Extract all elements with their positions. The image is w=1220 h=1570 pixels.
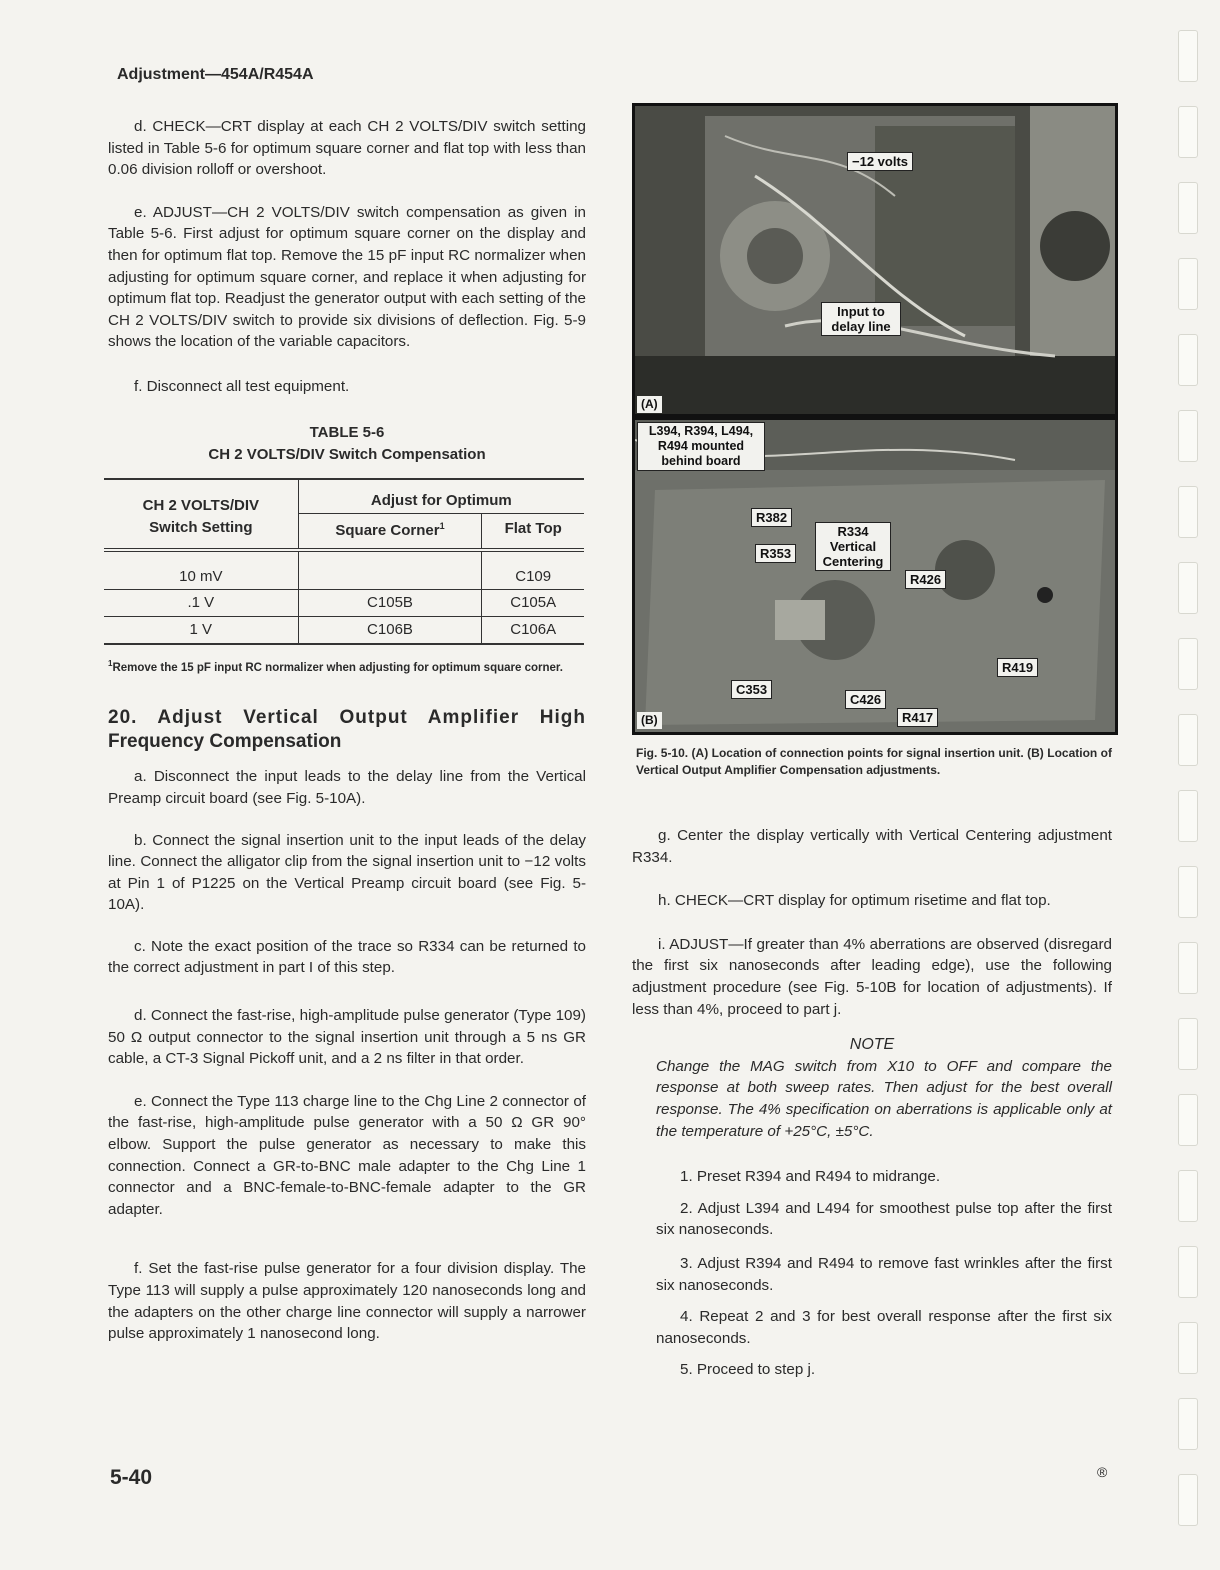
label-r334-vertical-centering: R334 Vertical Centering	[815, 522, 891, 571]
edge-tab	[1178, 1474, 1198, 1526]
step-g: g. Center the display vertically with Vertical Centering adjustment R334.	[632, 827, 1112, 866]
label-c353: C353	[731, 680, 772, 699]
table-subtitle: CH 2 VOLTS/DIV Switch Compensation	[208, 445, 486, 463]
edge-tab	[1178, 1170, 1198, 1222]
edge-tab	[1178, 562, 1198, 614]
cell-setting: .1 V	[104, 590, 298, 617]
edge-tab	[1178, 486, 1198, 538]
page-number: 5-40	[110, 1466, 153, 1489]
edge-tab	[1178, 790, 1198, 842]
compensation-table	[104, 478, 584, 645]
table-row	[104, 616, 584, 643]
header-switch-setting	[104, 479, 298, 550]
edge-tab	[1178, 106, 1198, 158]
step-e: e. ADJUST—CH 2 VOLTS/DIV switch compensation as given in Table 5-6. First adjust for optimum square corner on the display and then for optimum flat top. Remove the 15 pF input RC normalizer when adjusting for optimum square corner, and replace it when adjusting for optimum flat top. Readjust the generator output with each setting of the CH 2 VOLTS/DIV switch to provide six divisions of deflection. Fig. 5-9 shows the location of the variable capacitors.	[108, 203, 586, 351]
edge-tab	[1178, 942, 1198, 994]
edge-tab	[1178, 1322, 1198, 1374]
label-r382: R382	[751, 508, 792, 527]
step-d2: d. Connect the fast-rise, high-amplitude pulse generator (Type 109) 50 Ω output connector to the signal insertion unit through a 5 ns GR cable, a CT-3 Signal Pickoff unit, and a 2 ns filter in that order.	[108, 1007, 586, 1068]
revision-mark: ®	[1097, 1464, 1108, 1480]
edge-tab	[1178, 30, 1198, 82]
step-c: c. Note the exact position of the trace so R334 can be returned to the correct adjustment in part I of this step.	[108, 937, 586, 977]
table-row	[104, 550, 584, 590]
edge-tab	[1178, 1094, 1198, 1146]
substep-5: 5. Proceed to step j.	[680, 1361, 816, 1379]
label-r417: R417	[897, 708, 938, 727]
label-b: (B)	[637, 712, 662, 729]
table-row	[104, 590, 584, 617]
edge-tab	[1178, 334, 1198, 386]
cell-square: C105B	[298, 590, 482, 617]
step-h: h. CHECK—CRT display for optimum risetime and flat top.	[658, 892, 1051, 910]
footnote-ref: 1	[439, 521, 445, 532]
edge-tab	[1178, 258, 1198, 310]
edge-tab	[1178, 1398, 1198, 1450]
header-flat-top: Flat Top	[504, 520, 562, 538]
step-e2: e. Connect the Type 113 charge line to the Chg Line 2 connector of the fast-rise, high-amplitude pulse generator with a 50 Ω GR 90° elbow. Support the pulse generator as necessary to make this connection. Connect a GR-to-BNC male adapter to the Chg Line 1 connector and a BNC-female-to-BNC-female adapter to the GR adapter.	[108, 1092, 586, 1218]
photo-b	[632, 417, 1118, 735]
substep-2: 2. Adjust L394 and L494 for smoothest pulse top after the first six nanoseconds.	[656, 1199, 1112, 1239]
edge-tab	[1178, 1018, 1198, 1070]
label-r353: R353	[755, 544, 796, 563]
label-minus-12-volts: −12 volts	[847, 152, 913, 171]
cell-setting: 10 mV	[104, 550, 298, 590]
left-column	[108, 116, 586, 1345]
step-f2: f. Set the fast-rise pulse generator for a four division display. The Type 113 will supply a pulse approximately 120 nanoseconds long and the adapters on the other charge line connector will supply a narrower pulse approximately 1 nanosecond long.	[108, 1260, 586, 1343]
header-square-corner	[298, 514, 482, 550]
edge-tab	[1178, 410, 1198, 462]
header-switch-line2: Switch Setting	[149, 518, 253, 536]
edge-tab	[1178, 182, 1198, 234]
header-adjust-optimum: Adjust for Optimum	[298, 479, 584, 514]
header-switch-line1: CH 2 VOLTS/DIV	[142, 496, 260, 514]
label-a: (A)	[637, 396, 662, 413]
header-square-corner-text: Square Corner	[335, 522, 440, 540]
cell-square: C106B	[298, 616, 482, 643]
substep-1: 1. Preset R394 and R494 to midrange.	[680, 1168, 941, 1186]
figure-caption: Fig. 5-10. (A) Location of connection points for signal insertion unit. (B) Location of Vertical Output Amplifier Compensation adjustments.	[636, 746, 1112, 777]
note-heading: NOTE	[849, 1036, 895, 1054]
label-mounted-behind-board: L394, R394, L494, R494 mounted behind board	[637, 422, 765, 471]
step-i: i. ADJUST—If greater than 4% aberrations are observed (disregard the first six nanoseconds after leading edge), use the following adjustment procedure (see Fig. 5-10B for location of adjustments). If less than 4%, proceed to part j.	[632, 935, 1112, 1018]
cell-setting: 1 V	[104, 616, 298, 643]
step-a: a. Disconnect the input leads to the delay line from the Vertical Preamp circuit board (see Fig. 5-10A).	[108, 768, 586, 807]
label-c426: C426	[845, 690, 886, 709]
substep-3: 3. Adjust R394 and R494 to remove fast wrinkles after the first six nanoseconds.	[656, 1254, 1112, 1294]
step-b: b. Connect the signal insertion unit to the input leads of the delay line. Connect the alligator clip from the signal insertion unit to −12 volts at Pin 1 of P1225 on the Vertical Preamp circuit board (see Fig. 5-10A).	[108, 831, 586, 914]
edge-tab	[1178, 866, 1198, 918]
footnote-text: Remove the 15 pF input RC normalizer when adjusting for optimum square corner.	[112, 661, 563, 674]
edge-tab	[1178, 714, 1198, 766]
footnote-number: 1	[108, 658, 113, 668]
cell-flat: C109	[515, 567, 552, 585]
step-f: f. Disconnect all test equipment.	[134, 377, 350, 395]
label-r426: R426	[905, 570, 946, 589]
cell-square	[298, 550, 482, 590]
cell-flat: C106A	[510, 620, 557, 638]
label-input-delay-line: Input to delay line	[821, 302, 901, 336]
right-column	[632, 825, 1112, 1381]
substep-4: 4. Repeat 2 and 3 for best overall response after the first six nanoseconds.	[656, 1308, 1112, 1347]
section-heading-line2: Frequency Compensation	[108, 731, 342, 753]
edge-tab	[1178, 638, 1198, 690]
section-heading-line1: 20. Adjust Vertical Output Amplifier High	[108, 707, 586, 729]
running-header: Adjustment—454A/R454A	[117, 66, 314, 83]
adjustment-steps	[632, 1166, 1112, 1381]
cell-flat: C105A	[510, 594, 557, 612]
table-footnote	[108, 655, 586, 677]
label-r419: R419	[997, 658, 1038, 677]
page-edge-tabs	[1178, 30, 1200, 1550]
photo-a	[632, 103, 1118, 417]
section-heading	[108, 706, 586, 754]
edge-tab	[1178, 1246, 1198, 1298]
step-d: d. CHECK—CRT display at each CH 2 VOLTS/DIV switch setting listed in Table 5-6 for optimum square corner and flat top with less than 0.06 division rolloff or overshoot.	[108, 118, 586, 179]
note-text: Change the MAG switch from X10 to OFF and compare the response at both sweep rates. Then adjust for the best overall response. The 4% specification on aberrations is applicable only at the temperature of +25°C, ±5°C.	[656, 1057, 1112, 1140]
table-title: TABLE 5-6	[309, 423, 385, 441]
